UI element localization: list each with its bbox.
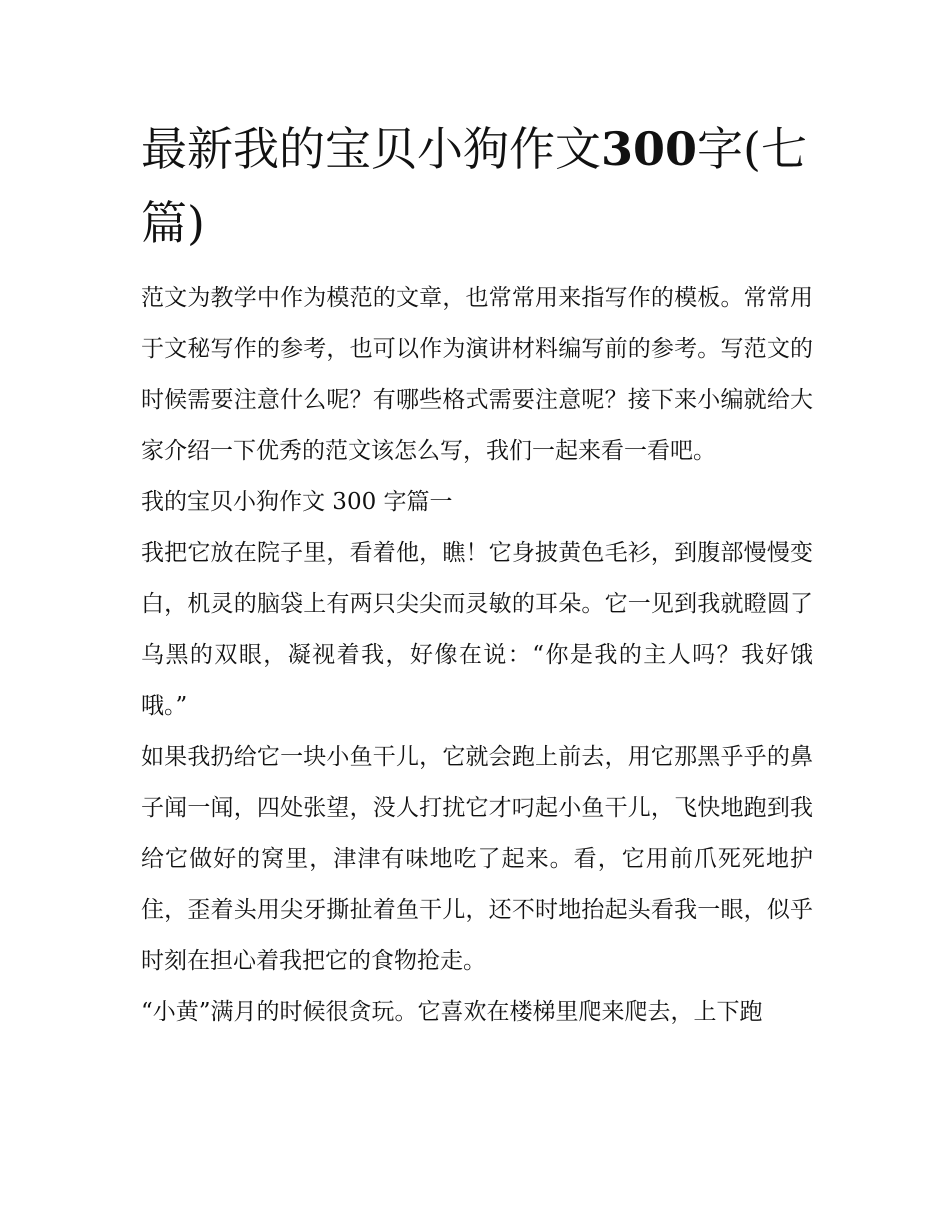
title-number: 300	[601, 122, 698, 176]
body-paragraph-2: 如果我扔给它一块小鱼干儿，它就会跑上前去，用它那黑乎乎的鼻子闻一闻，四处张望，没人打扰它才叼起小鱼干儿，飞快地跑到我给它做好的窝里，津津有味地吃了起来。看，它用前爪死死地护住，歪着头用尖牙撕扯着鱼干儿，还不时地抬起头看我一眼，似乎时刻在担心着我把它的食物抢走。	[141, 744, 813, 974]
title-text-part2: 字(七篇)	[141, 122, 807, 250]
section-heading: 我的宝贝小狗作文 300 字篇一	[141, 489, 453, 515]
title-text-part1: 最新我的宝贝小狗作文	[141, 122, 601, 176]
body-paragraph-3: “小黄”满月的时候很贪玩。它喜欢在楼梯里爬来爬去，上下跑	[141, 999, 763, 1025]
intro-paragraph: 范文为教学中作为模范的文章，也常常用来指写作的模板。常常用于文秘写作的参考，也可以作为演讲材料编写前的参考。写范文的时候需要注意什么呢？有哪些格式需要注意呢？接下来小编就给大家介绍一下优秀的范文该怎么写，我们一起来看一看吧。	[141, 285, 813, 464]
document-title	[141, 112, 813, 260]
document-content	[141, 112, 813, 1038]
body-paragraph-1: 我把它放在院子里，看着他，瞧！它身披黄色毛衫，到腹部慢慢变白，机灵的脑袋上有两只尖尖而灵敏的耳朵。它一见到我就瞪圆了乌黑的双眼，凝视着我，好像在说：“你是我的主人吗？我好饿哦。”	[141, 540, 813, 719]
